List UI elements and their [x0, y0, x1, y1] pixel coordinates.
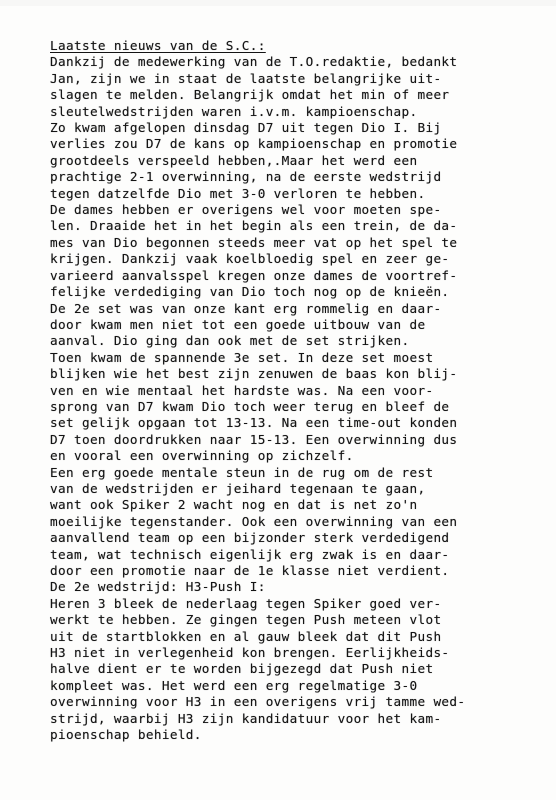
- article-line: kompleet was. Het werd een erg regelmatige 3-0: [50, 677, 418, 693]
- article-line: pioenschap behield.: [50, 727, 202, 743]
- article-line: aanval. Dio ging dan ook met de set strijken.: [50, 333, 410, 349]
- article-line: grootdeels verspeeld hebben,.Maar het werd een: [50, 152, 418, 168]
- article-line: De 2e set was van onze kant erg rommelig en daar-: [50, 300, 442, 316]
- article-line: ven en wie mentaal het hardste was. Na een voor-: [50, 382, 434, 398]
- article-line: overwinning voor H3 in een overigens vrij tamme wed-: [50, 694, 466, 710]
- article-line: Dankzij de medewerking van de T.O.redaktie, bedankt: [50, 54, 458, 70]
- article-body: [50, 38, 530, 743]
- article-line: Een erg goede mentale steun in de rug om de rest: [50, 464, 434, 480]
- article-line: Zo kwam afgelopen dinsdag D7 uit tegen Dio I. Bij: [50, 120, 442, 136]
- article-line: werkt te hebben. Ze gingen tegen Push meteen vlot: [50, 612, 442, 628]
- article-line: Toen kwam de spannende 3e set. In deze set moest: [50, 349, 434, 365]
- page-edge-shade: [0, 0, 556, 6]
- article-line: set gelijk opgaan tot 13-13. Na een time-out konden: [50, 415, 458, 431]
- article-line: en vooral een overwinning op zichzelf.: [50, 448, 354, 464]
- article-line: krijgen. Dankzij vaak koelbloedig spel en zeer ge-: [50, 251, 450, 267]
- article-line: varieerd aanvalsspel kregen onze dames de voortref-: [50, 267, 458, 283]
- article-line: door een promotie naar de 1e klasse niet verdient.: [50, 563, 450, 578]
- article-line: felijke verdediging van Dio toch nog op de knieën.: [50, 284, 450, 300]
- article-heading: Laatste nieuws van de S.C.:: [50, 38, 266, 53]
- article-line: team, wat technisch eigenlijk erg zwak is en daar-: [50, 546, 450, 562]
- article-line: D7 toen doordrukken naar 15-13. Een overwinning dus: [50, 431, 458, 447]
- article-line: uit de startblokken en al gauw bleek dat dit Push: [50, 628, 442, 644]
- article-line: van de wedstrijden er jeihard tegenaan te gaan,: [50, 480, 426, 496]
- article-line: slagen te melden. Belangrijk omdat het min of meer: [50, 87, 450, 103]
- article-line: want ook Spiker 2 wacht nog en dat is net zo'n: [50, 497, 418, 513]
- article-line: door kwam men niet tot een goede uitbouw van de: [50, 316, 426, 332]
- article-line: H3 niet in verlegenheid kon brengen. Eerlijkheids-: [50, 645, 450, 661]
- article-line: blijken wie het best zijn zenuwen de baas kon blij-: [50, 366, 458, 382]
- article-line: aanvallend team op een bijzonder sterk verdedigend: [50, 530, 450, 546]
- article-line: verlies zou D7 de kans op kampioenschap en promotie: [50, 136, 458, 152]
- article-line: prachtige 2-1 overwinning, na de eerste wedstrijd: [50, 169, 442, 185]
- article-line: tegen datzelfde Dio met 3-0 verloren te hebben.: [50, 185, 426, 201]
- article-line: Jan, zijn we in staat de laatste belangrijke uit-: [50, 70, 442, 86]
- article-line: Heren 3 bleek de nederlaag tegen Spiker goed ver-: [50, 595, 442, 611]
- article-line: De dames hebben er overigens wel voor moeten spe-: [50, 202, 442, 218]
- article-line: sprong van D7 kwam Dio toch weer terug en bleef de: [50, 398, 450, 414]
- article-line: De 2e wedstrijd: H3-Push I:: [50, 579, 266, 595]
- article-line: strijd, waarbij H3 zijn kandidatuur voor het kam-: [50, 710, 442, 726]
- article-line: mes van Dio begonnen steeds meer vat op het spel te: [50, 234, 458, 250]
- article-line: moeilijke tegenstander. Ook een overwinning van een: [50, 513, 458, 529]
- article-line: len. Draaide het in het begin als een trein, de da-: [50, 218, 458, 234]
- article-line: halve dient er te worden bijgezegd dat Push niet: [50, 661, 434, 677]
- article-line: sleutelwedstrijden waren i.v.m. kampioenschap.: [50, 103, 418, 119]
